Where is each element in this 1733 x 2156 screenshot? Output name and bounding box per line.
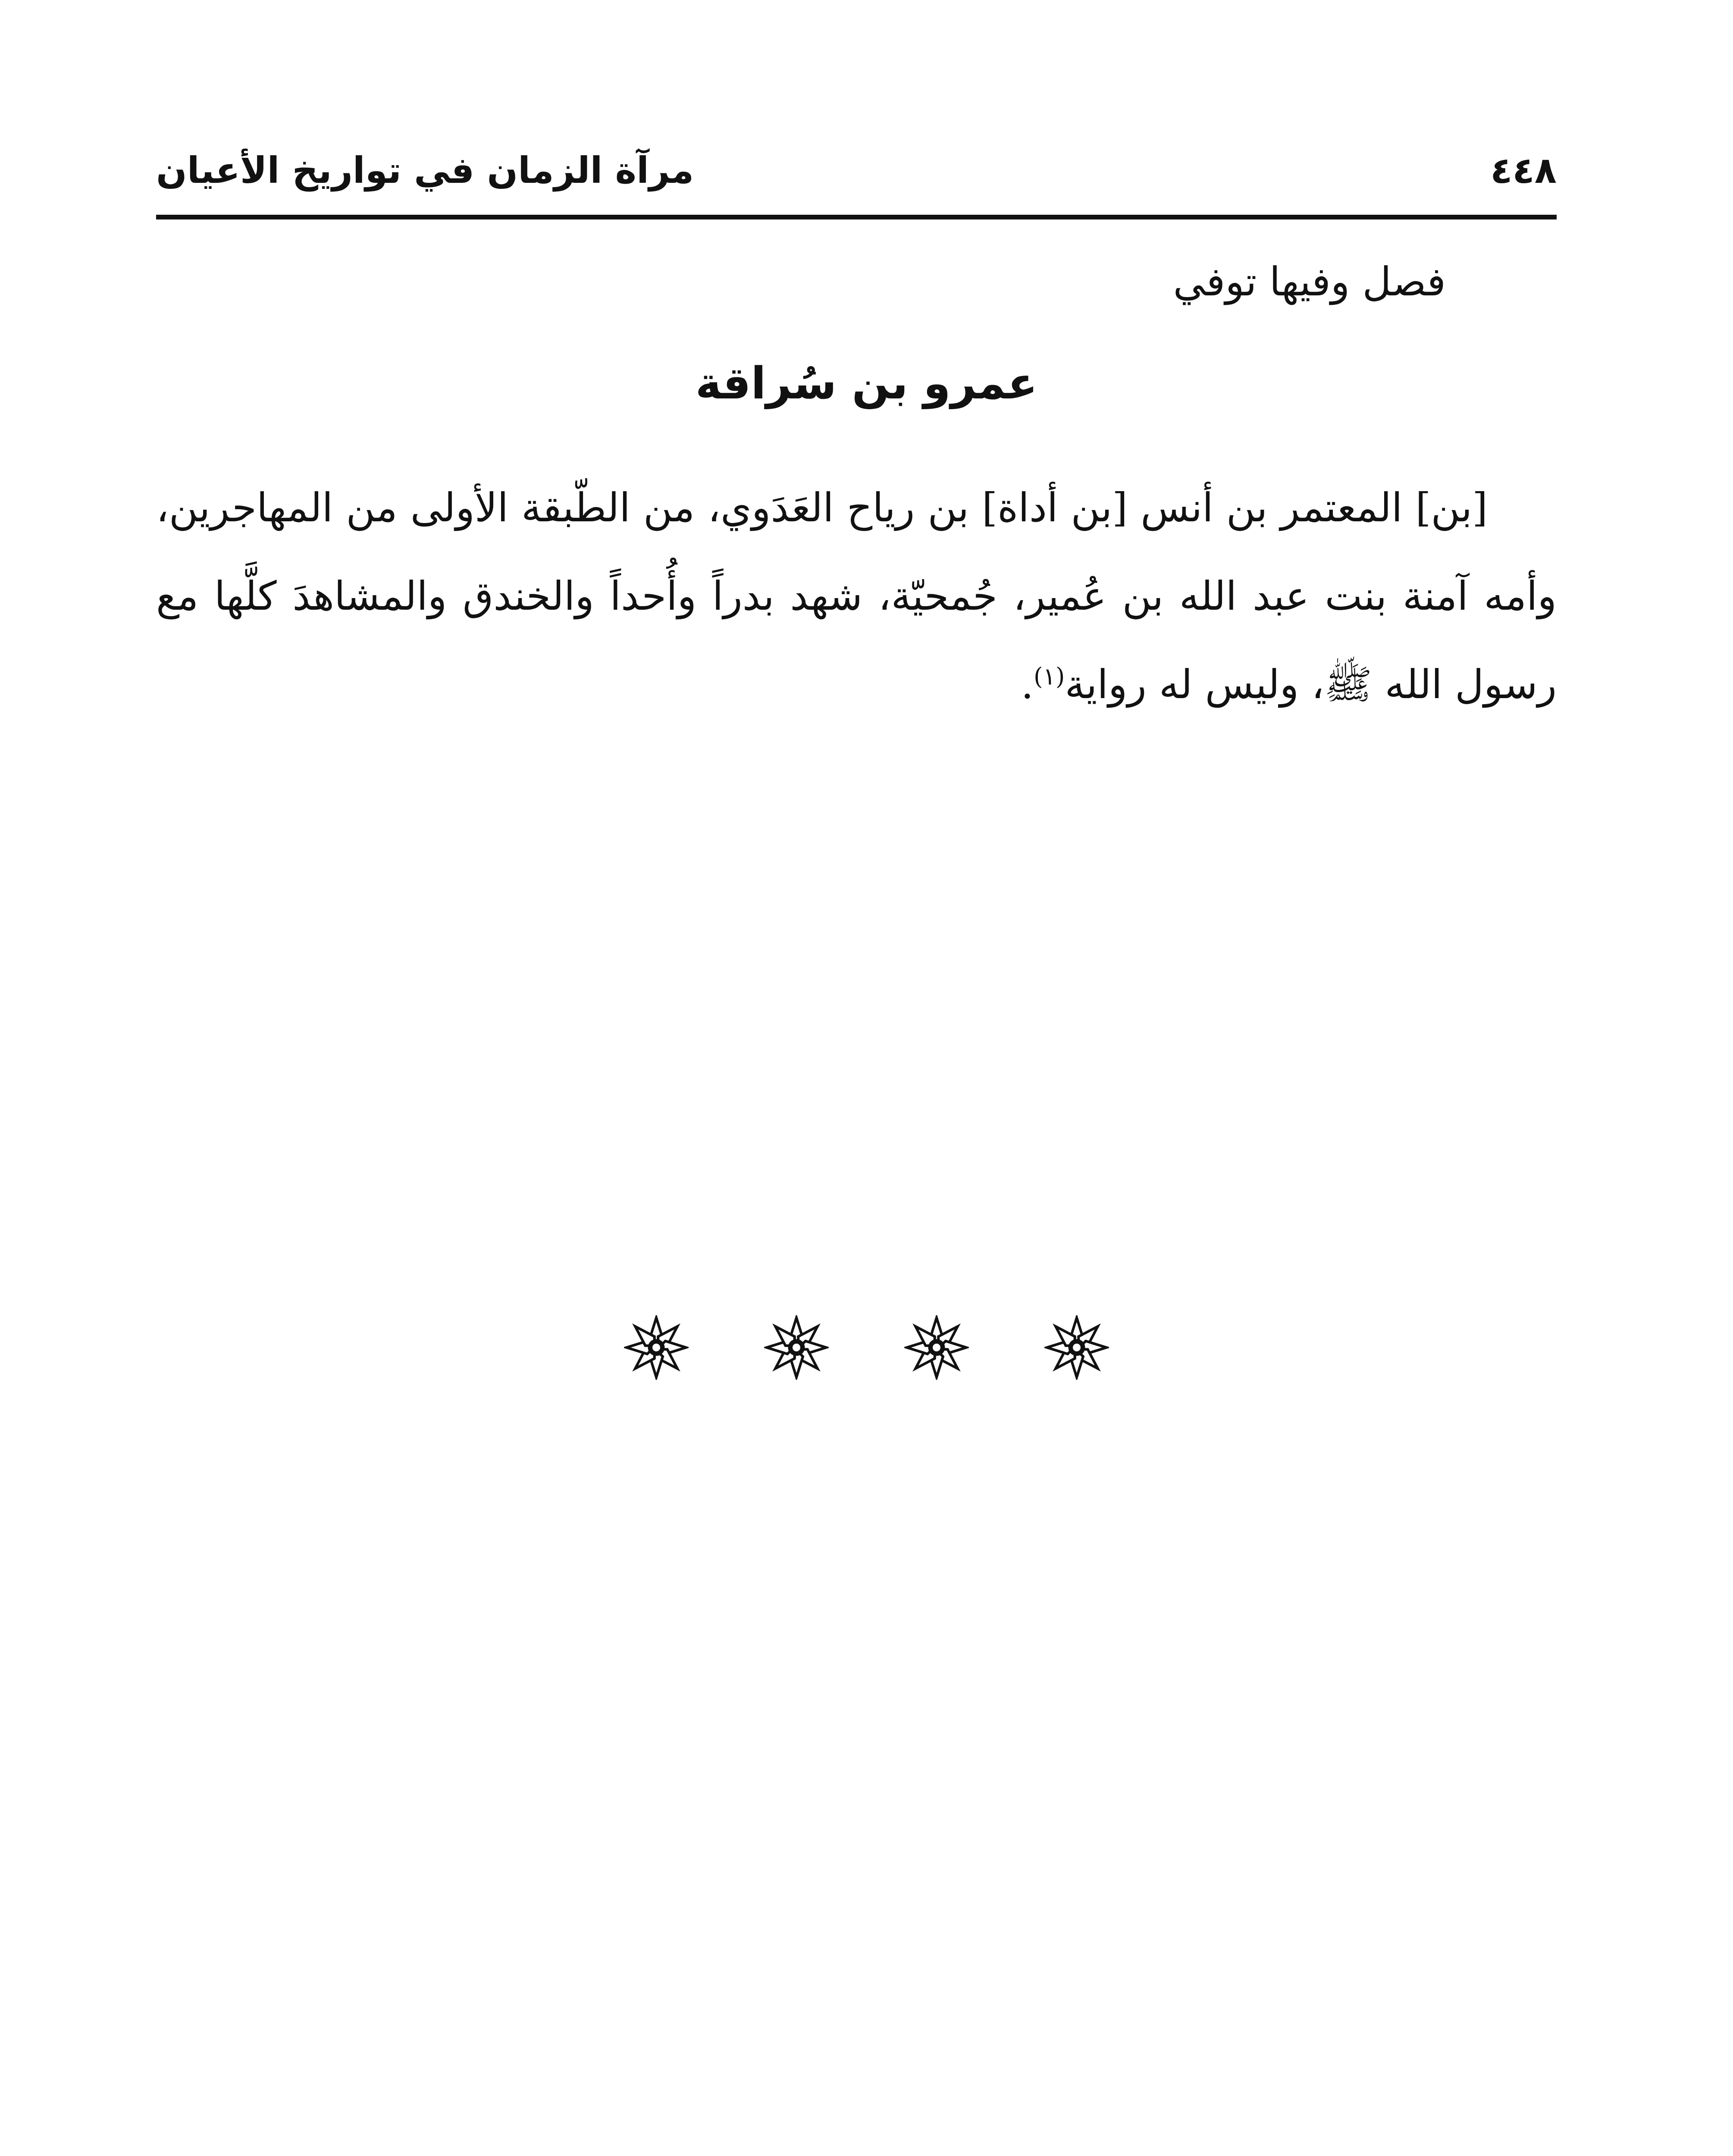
page-header — [156, 138, 1557, 203]
body-end-punct: . — [1021, 661, 1034, 708]
body-paragraph-text: [بن] المعتمر بن أنس [بن أداة] بن رياح العَدَوي، من الطّبقة الأولى من المهاجرين، وأمه آمنة بنت عبد الله بن عُمير، جُمحيّة، شهد بدراً وأُحداً والخندق والمشاهدَ كلَّها مع رسول الله ﷺ، وليس له رواية — [156, 485, 1557, 708]
star-flower-ornament-icon — [1044, 1315, 1109, 1380]
body-paragraph — [156, 464, 1557, 729]
page-number: ٤٤٨ — [1490, 149, 1557, 191]
star-flower-ornament-icon — [624, 1315, 689, 1380]
section-heading: فصل وفيها توفي — [1173, 259, 1446, 305]
star-flower-ornament-icon — [904, 1315, 969, 1380]
footnote-reference: (١) — [1033, 662, 1065, 690]
entry-title: عمرو بن سُراقة — [695, 358, 1038, 409]
header-rule — [156, 215, 1557, 219]
star-flower-ornament-icon — [764, 1315, 829, 1380]
running-title: مرآة الزمان في تواريخ الأعيان — [156, 149, 694, 191]
section-divider-ornaments — [0, 1315, 1733, 1380]
body-text — [156, 464, 1557, 729]
